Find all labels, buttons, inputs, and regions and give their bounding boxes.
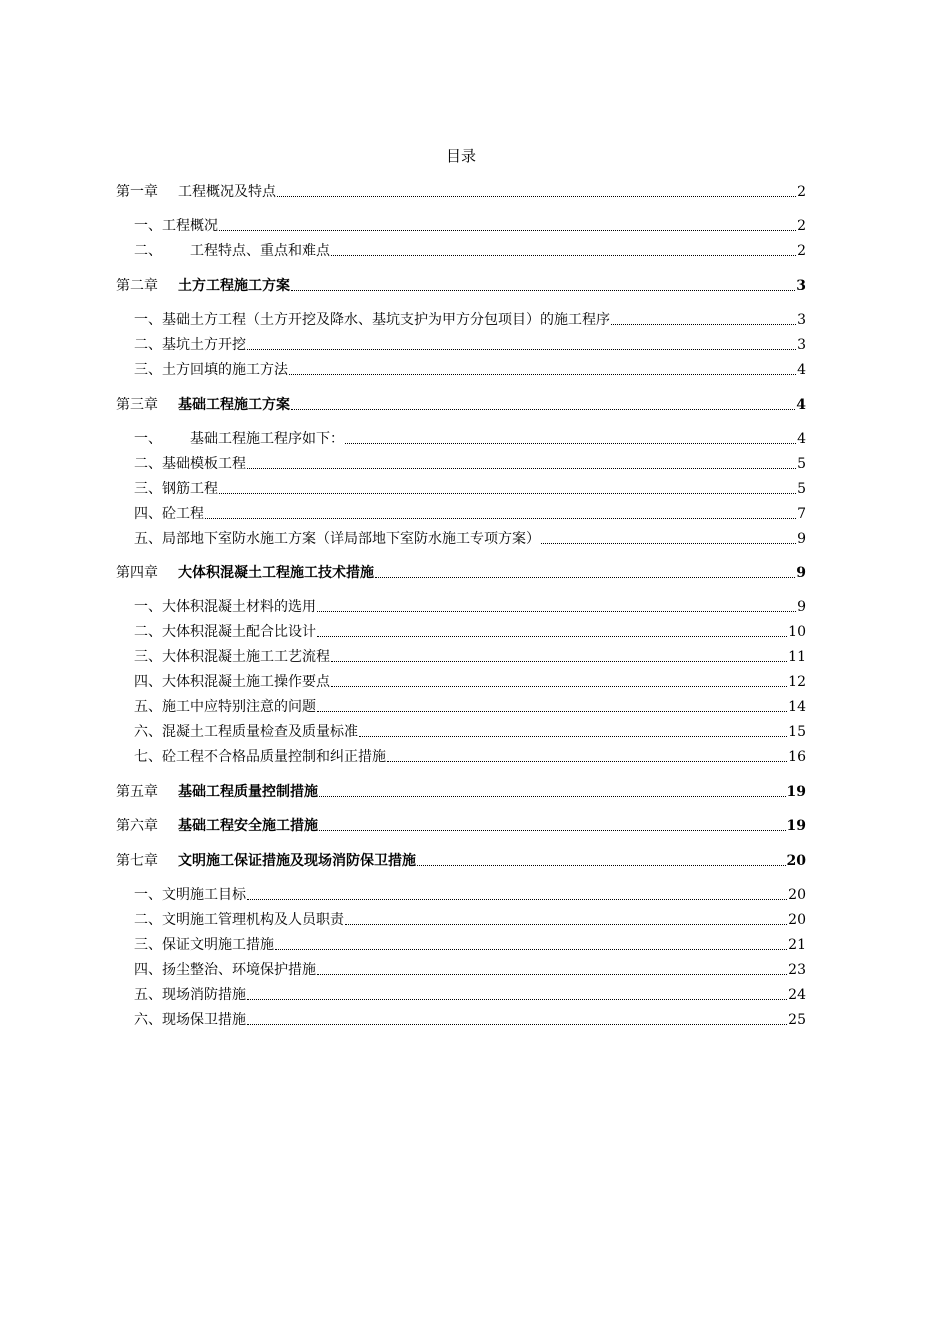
toc-dot-leader: [319, 829, 786, 831]
toc-dot-leader: [331, 660, 787, 662]
toc-entry-text: 工程概况及特点: [178, 184, 276, 200]
toc-section-entry[interactable]: [134, 985, 806, 1005]
toc-entry-text: 大体积混凝土材料的选用: [162, 599, 316, 615]
toc-entry-text: 大体积混凝土施工操作要点: [162, 674, 330, 690]
toc-page-number: 3: [796, 278, 806, 294]
toc-entry-text: 土方回填的施工方法: [162, 362, 288, 378]
toc-dot-leader: [247, 898, 787, 900]
toc-dot-leader: [541, 542, 796, 544]
toc-entry-text: 基坑土方开挖: [162, 337, 246, 353]
toc-page-number: 9: [797, 599, 806, 615]
toc-dot-leader: [317, 973, 787, 975]
toc-dot-leader: [317, 710, 787, 712]
toc-section-entry[interactable]: [134, 310, 806, 330]
toc-entry-label: 四、: [134, 674, 162, 690]
toc-entry-label: 二、: [134, 243, 162, 259]
toc-entry-label: 六、: [134, 1012, 162, 1028]
toc-page-number: 3: [797, 312, 806, 328]
toc-dot-leader: [345, 923, 787, 925]
toc-entry-note: （详局部地下室防水施工专项方案）: [316, 531, 540, 547]
toc-section-entry[interactable]: [134, 622, 806, 642]
toc-page-number: 4: [796, 397, 806, 413]
toc-page-number: 19: [786, 784, 806, 800]
toc-dot-leader: [291, 408, 795, 410]
toc-entry-text: 基础工程安全施工措施: [178, 818, 318, 834]
toc-page-number: 2: [797, 218, 806, 234]
toc-dot-leader: [219, 492, 796, 494]
toc-dot-leader: [247, 1023, 787, 1025]
toc-page-number: 5: [797, 481, 806, 497]
toc-entry-text: 土方工程施工方案: [178, 278, 290, 294]
toc-entry-label: 一、: [134, 431, 162, 447]
toc-entry-label: 第七章: [116, 853, 158, 869]
toc-section-entry[interactable]: [134, 747, 806, 767]
toc-entry-text: 文明施工管理机构及人员职责: [162, 912, 344, 928]
toc-page-number: 5: [797, 456, 806, 472]
toc-page-number: 10: [788, 624, 806, 640]
toc-entry-text: 文明施工保证措施及现场消防保卫措施: [178, 853, 416, 869]
toc-section-entry[interactable]: [134, 885, 806, 905]
toc-page-number: 25: [788, 1012, 806, 1028]
toc-entry-text: 大体积混凝土工程施工技术措施: [178, 565, 374, 581]
toc-chapter-entry[interactable]: [116, 276, 806, 296]
toc-page-number: 24: [788, 987, 806, 1003]
toc-page-number: 20: [788, 887, 806, 903]
toc-section-entry[interactable]: [134, 597, 806, 617]
toc-dot-leader: [359, 735, 787, 737]
toc-chapter-entry[interactable]: [116, 816, 806, 836]
toc-dot-leader: [277, 195, 796, 197]
toc-entry-text: 基础土方工程（土方开挖及降水、基坑支护为甲方分包项目）的施工程序: [162, 312, 610, 328]
toc-dot-leader: [219, 229, 796, 231]
toc-entry-text: 工程概况: [162, 218, 218, 234]
toc-entry-label: 四、: [134, 962, 162, 978]
toc-entry-label: 第一章: [116, 184, 158, 200]
toc-page-number: 2: [797, 243, 806, 259]
toc-entry-text: 现场消防措施: [162, 987, 246, 1003]
toc-dot-leader: [275, 948, 787, 950]
toc-entry-label: 五、: [134, 987, 162, 1003]
toc-chapter-entry[interactable]: [116, 851, 806, 871]
toc-entry-text: 基础模板工程: [162, 456, 246, 472]
toc-section-entry[interactable]: [134, 935, 806, 955]
toc-section-entry[interactable]: [134, 454, 806, 474]
toc-page-number: 19: [786, 818, 806, 834]
toc-entry-label: 六、: [134, 724, 162, 740]
toc-entry-label: 一、: [134, 218, 162, 234]
toc-section-entry[interactable]: [134, 360, 806, 380]
toc-entry-label: 三、: [134, 481, 162, 497]
toc-entry-text: 扬尘整治、环境保护措施: [162, 962, 316, 978]
toc-section-entry[interactable]: [134, 960, 806, 980]
toc-section-entry[interactable]: [134, 1010, 806, 1030]
toc-section-entry[interactable]: [134, 241, 806, 261]
toc-entry-label: 三、: [134, 649, 162, 665]
toc-page-number: 20: [786, 853, 806, 869]
toc-entry-label: 七、: [134, 749, 162, 765]
toc-entry-label: 第五章: [116, 784, 158, 800]
toc-page-number: 20: [788, 912, 806, 928]
toc-section-entry[interactable]: [134, 697, 806, 717]
toc-section-entry[interactable]: [134, 910, 806, 930]
toc-entry-label: 二、: [134, 912, 162, 928]
toc-entry-text: 文明施工目标: [162, 887, 246, 903]
toc-chapter-entry[interactable]: [116, 782, 806, 802]
toc-entry-text: 局部地下室防水施工方案: [162, 531, 316, 547]
toc-dot-leader: [319, 795, 786, 797]
toc-dot-leader: [417, 864, 786, 866]
toc-section-entry[interactable]: [134, 722, 806, 742]
toc-entry-label: 第四章: [116, 565, 158, 581]
toc-entry-label: 一、: [134, 599, 162, 615]
toc-entry-label: 第六章: [116, 818, 158, 834]
toc-entry-label: 五、: [134, 531, 162, 547]
toc-page-number: 16: [788, 749, 806, 765]
toc-dot-leader: [291, 289, 795, 291]
toc-entry-label: 四、: [134, 506, 162, 522]
toc-section-entry[interactable]: [134, 479, 806, 499]
toc-entry-text: 保证文明施工措施: [162, 937, 274, 953]
toc-dot-leader: [317, 610, 796, 612]
toc-dot-leader: [205, 517, 796, 519]
toc-entry-text: 大体积混凝土施工工艺流程: [162, 649, 330, 665]
toc-entry-label: 第二章: [116, 278, 158, 294]
toc-page-number: 23: [788, 962, 806, 978]
toc-entry-text: 工程特点、重点和难点: [190, 243, 330, 259]
toc-entry-label: 三、: [134, 937, 162, 953]
toc-entry-text: 砼工程: [162, 506, 204, 522]
toc-page-number: 9: [797, 531, 806, 547]
toc-dot-leader: [247, 348, 796, 350]
toc-page-number: 9: [796, 565, 806, 581]
toc-dot-leader: [247, 998, 787, 1000]
toc-entry-text: 大体积混凝土配合比设计: [162, 624, 316, 640]
toc-section-entry[interactable]: [134, 335, 806, 355]
toc-dot-leader: [289, 373, 796, 375]
toc-entry-label: 一、: [134, 312, 162, 328]
toc-section-entry[interactable]: [134, 529, 806, 549]
toc-page-number: 4: [797, 431, 806, 447]
toc-entry-label: 五、: [134, 699, 162, 715]
toc-page-number: 21: [788, 937, 806, 953]
toc-dot-leader: [345, 442, 796, 444]
toc-dot-leader: [247, 467, 796, 469]
toc-dot-leader: [375, 576, 795, 578]
toc-page-number: 4: [797, 362, 806, 378]
toc-section-entry[interactable]: [134, 216, 806, 236]
toc-section-entry[interactable]: [134, 672, 806, 692]
toc-entry-text: 现场保卫措施: [162, 1012, 246, 1028]
toc-entry-text: 混凝土工程质量检查及质量标准: [162, 724, 358, 740]
toc-entry-label: 一、: [134, 887, 162, 903]
toc-dot-leader: [611, 323, 796, 325]
toc-page-number: 12: [788, 674, 806, 690]
toc-section-entry[interactable]: [134, 429, 806, 449]
toc-page-number: 11: [788, 649, 806, 665]
toc-title: 目录: [445, 147, 476, 165]
toc-dot-leader: [317, 635, 787, 637]
toc-entry-label: 二、: [134, 456, 162, 472]
toc-section-entry[interactable]: [134, 647, 806, 667]
toc-dot-leader: [387, 760, 787, 762]
toc-chapter-entry[interactable]: [116, 563, 806, 583]
toc-entry-text: 施工中应特别注意的问题: [162, 699, 316, 715]
toc-entry-text: 砼工程不合格品质量控制和纠正措施: [162, 749, 386, 765]
toc-entry-label: 三、: [134, 362, 162, 378]
toc-entry-label: 二、: [134, 337, 162, 353]
toc-entry-text: 基础工程施工方案: [178, 397, 290, 413]
toc-chapter-entry[interactable]: [116, 182, 806, 202]
toc-page-number: 7: [797, 506, 806, 522]
toc-dot-leader: [331, 685, 787, 687]
toc-page-number: 14: [788, 699, 806, 715]
toc-entry-label: 二、: [134, 624, 162, 640]
toc-chapter-entry[interactable]: [116, 395, 806, 415]
toc-entry-text: 基础工程质量控制措施: [178, 784, 318, 800]
toc-entry-text: 基础工程施工程序如下：: [190, 431, 344, 447]
toc-page-number: 2: [797, 184, 806, 200]
toc-dot-leader: [331, 254, 796, 256]
toc-page-number: 15: [788, 724, 806, 740]
toc-page-number: 3: [797, 337, 806, 353]
toc-entry-text: 钢筋工程: [162, 481, 218, 497]
toc-entry-label: 第三章: [116, 397, 158, 413]
toc-section-entry[interactable]: [134, 504, 806, 524]
